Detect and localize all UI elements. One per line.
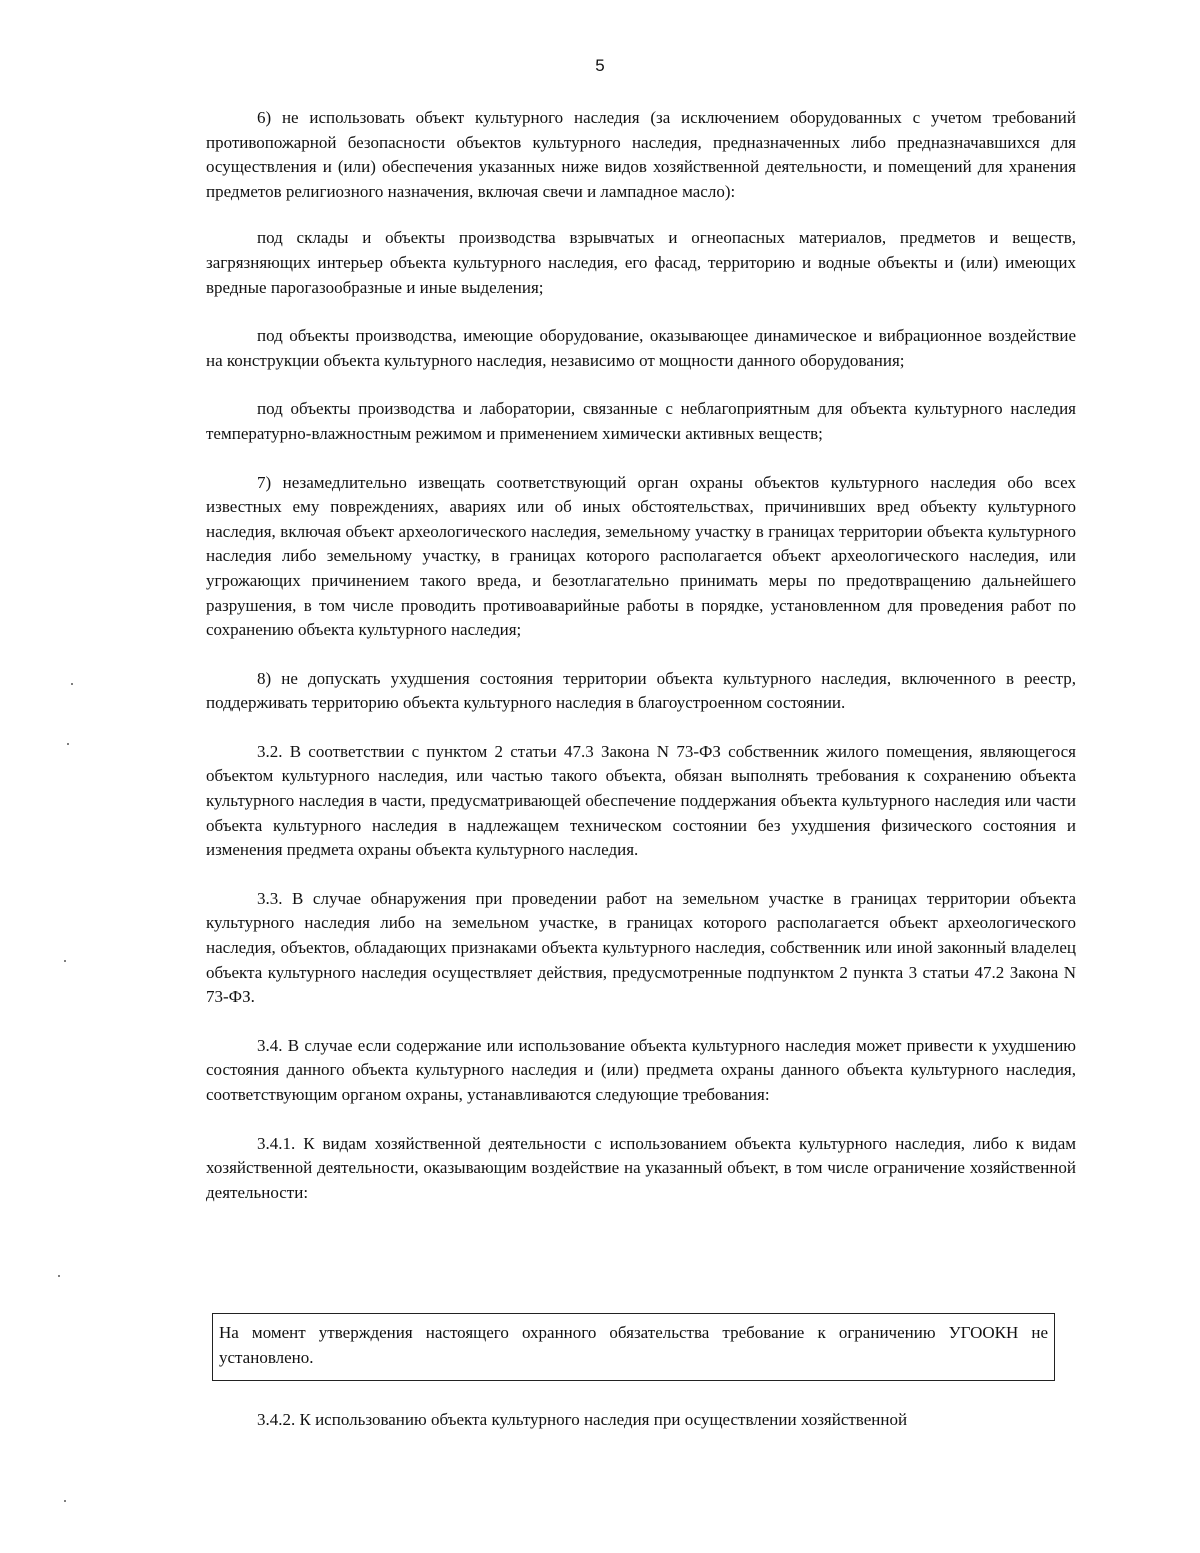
paragraph-3-4-2: 3.4.2. К использованию объекта культурного наследия при осуществлении хозяйственной	[257, 1410, 908, 1429]
paragraph-production-equipment: под объекты производства, имеющие оборудование, оказывающее динамическое и вибрационное воздействие на конструкции объекта культурного наследия, независимо от мощности данного оборудования;	[206, 326, 1076, 370]
note-box	[212, 1313, 1055, 1381]
paragraph-item-7: 7) незамедлительно извещать соответствующий орган охраны объектов культурного наследия обо всех известных ему повреждениях, авариях или об иных обстоятельствах, причинивших вред объекту культурного наследия, включая объект археологического наследия, земельному участку в границах территории объекта культурного наследия либо земельному участку, в границах которого располагается объект археологического наследия, или угрожающих причинением такого вреда, и безотлагательно принимать меры по предотвращению дальнейшего разрушения, в том числе проводить противоаварийные работы в порядке, установленном для проведения работ по сохранению объекта культурного наследия;	[206, 472, 1076, 640]
paragraph-item-6: 6) не использовать объект культурного наследия (за исключением оборудованных с учетом требований противопожарной безопасности объектов культурного наследия, предназначенных либо предназначавшихся для осуществления и (или) обеспечения указанных ниже видов хозяйственной деятельности, и помещений для хранения предметов религиозного назначения, включая свечи и лампадное масло):	[206, 108, 1076, 201]
paragraph-3-4: 3.4. В случае если содержание или использование объекта культурного наследия может привести к ухудшению состояния данного объекта культурного наследия и (или) предмета охраны данного объекта культурного наследия, соответствующим органом охраны, устанавливаются следующие требования:	[206, 1035, 1076, 1104]
paragraph-3-3: 3.3. В случае обнаружения при проведении работ на земельном участке в границах территории объекта культурного наследия либо на земельном участке, в границах которого располагается объект археологического наследия, объектов, обладающих признаками объекта культурного наследия, собственник или иной законный владелец объекта культурного наследия осуществляет действия, предусмотренные подпунктом 2 пункта 3 статьи 47.2 Закона N 73-ФЗ.	[206, 888, 1076, 1007]
scan-speck	[58, 1275, 60, 1277]
scan-speck	[64, 1500, 66, 1502]
page-number: 5	[595, 56, 605, 75]
scan-speck	[71, 683, 73, 685]
paragraph-3-2: 3.2. В соответствии с пунктом 2 статьи 47.3 Закона N 73-ФЗ собственник жилого помещения, являющегося объектом культурного наследия, или частью такого объекта, обязан выполнять требования к сохранению объекта культурного наследия в части, предусматривающей обеспечение поддержания объекта культурного наследия или части объекта культурного наследия в надлежащем техническом состоянии без ухудшения физического состояния и изменения предмета охраны объекта культурного наследия.	[206, 741, 1076, 860]
paragraph-3-4-1: 3.4.1. К видам хозяйственной деятельности с использованием объекта культурного наследия, либо к видам хозяйственной деятельности, оказывающим воздействие на указанный объект, в том числе ограничение хозяйственной деятельности:	[206, 1133, 1076, 1202]
note-box-text: На момент утверждения настоящего охранного обязательства требование к ограничению УГООКН не установлено.	[219, 1323, 1048, 1367]
paragraph-3-4-2-container	[206, 1408, 1076, 1433]
scan-speck	[64, 960, 66, 962]
scan-speck	[67, 743, 69, 745]
document-body	[206, 106, 1076, 1205]
paragraph-warehouses: под склады и объекты производства взрывчатых и огнеопасных материалов, предметов и веществ, загрязняющих интерьер объекта культурного наследия, его фасад, территорию и водные объекты и (или) имеющих вредные парогазообразные и иные выделения;	[206, 228, 1076, 297]
paragraph-item-8: 8) не допускать ухудшения состояния территории объекта культурного наследия, включенного в реестр, поддерживать территорию объекта культурного наследия в благоустроенном состоянии.	[206, 668, 1076, 713]
paragraph-laboratories: под объекты производства и лаборатории, связанные с неблагоприятным для объекта культурного наследия температурно-влажностным режимом и применением химически активных веществ;	[206, 399, 1076, 443]
